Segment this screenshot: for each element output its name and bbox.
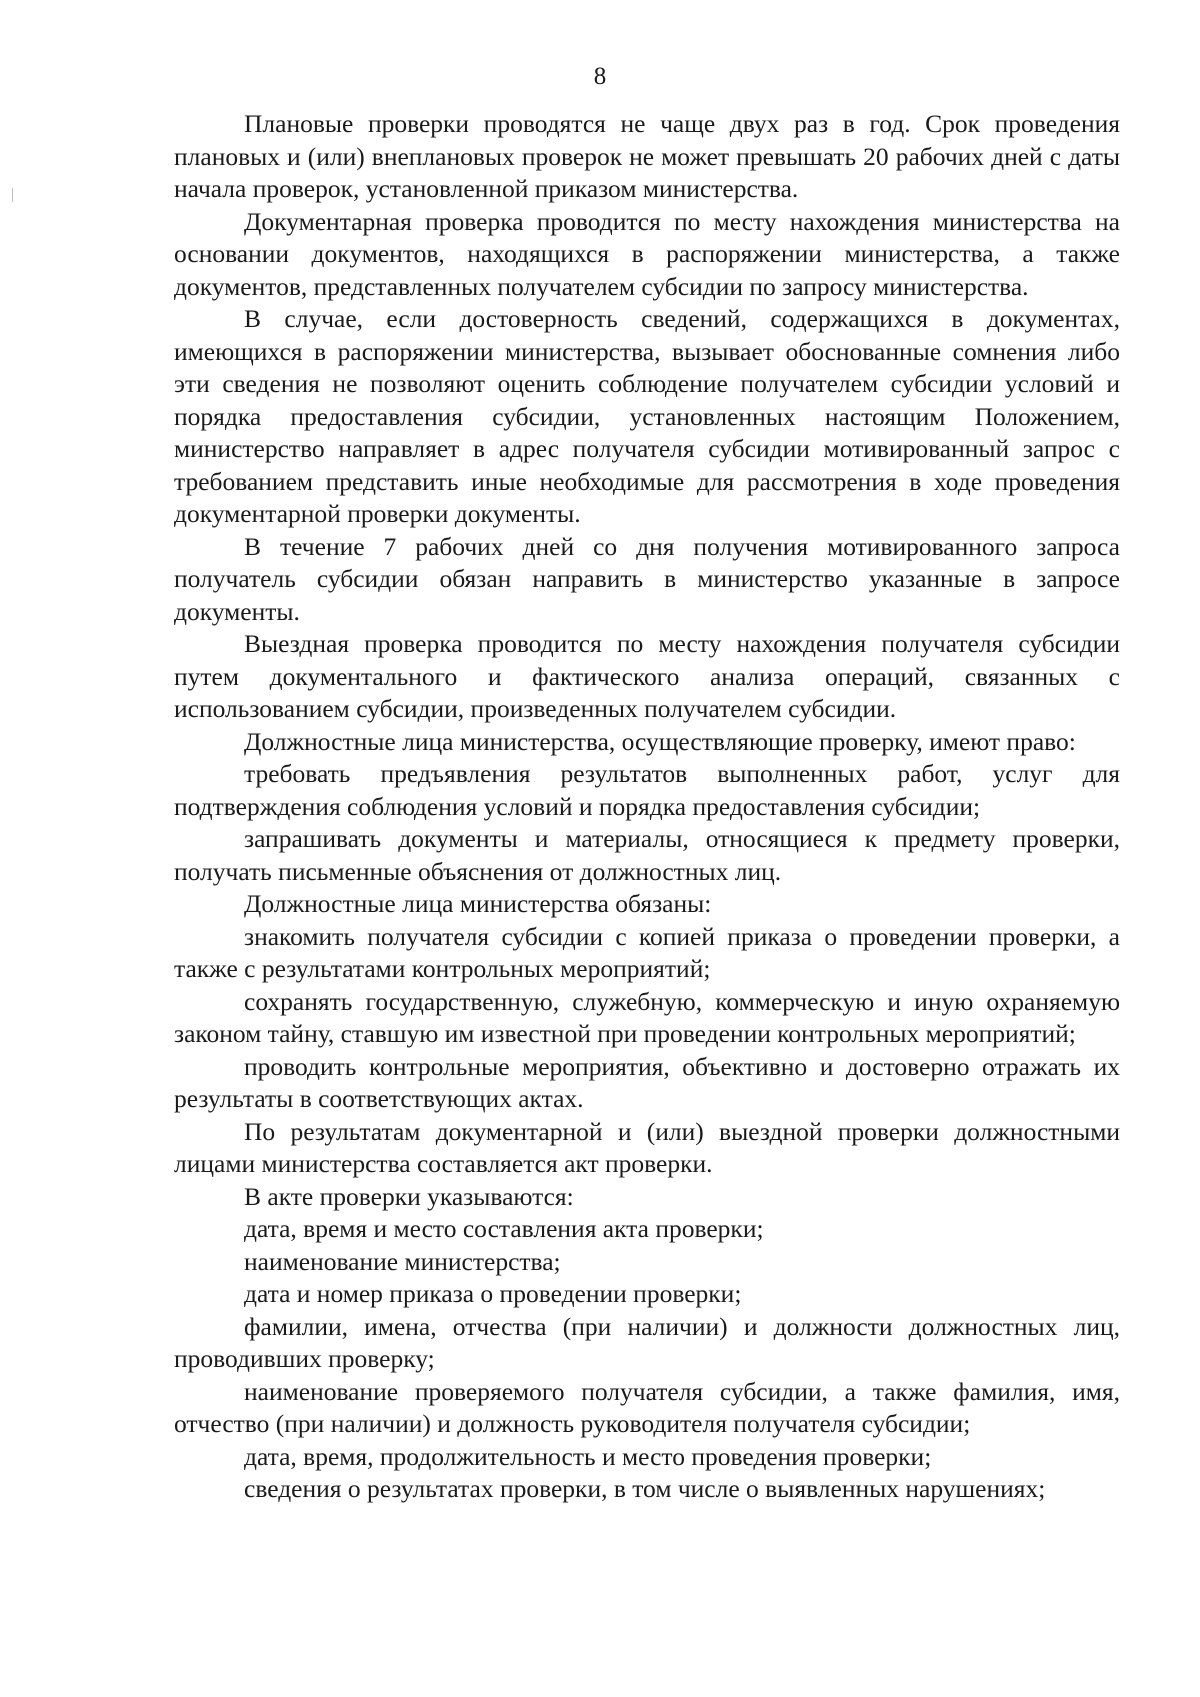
paragraph-act-contents-intro: В акте проверки указываются:: [244, 1181, 574, 1211]
list-item-keep-secrets: сохранять государственную, служебную, коммерческую и иную охраняемую законом тайну, ставшую им известной при проведении контрольных мероприятий;: [174, 986, 1120, 1048]
scan-artifact-mark: [12, 188, 13, 202]
paragraph-officials-rights-intro: Должностные лица министерства, осуществляющие проверку, имеют право:: [244, 726, 1076, 756]
list-item-demand-results: требовать предъявления результатов выполненных работ, услуг для подтверждения соблюдения условий и порядка предоставления субсидии;: [174, 759, 1120, 821]
list-item-conduct-measures: проводить контрольные мероприятия, объективно и достоверно отражать их результаты в соответствующих актах.: [174, 1051, 1120, 1113]
document-body: [174, 108, 1120, 1506]
paragraph-documentary-check: Документарная проверка проводится по месту нахождения министерства на основании документов, находящихся в распоряжении министерства, а также документов, представленных получателем субсидии по запросу министерства.: [174, 206, 1120, 301]
list-item-request-documents: запрашивать документы и материалы, относящиеся к предмету проверки, получать письменные объяснения от должностных лиц.: [174, 824, 1120, 886]
paragraph-onsite-check: Выездная проверка проводится по месту нахождения получателя субсидии путем документального и фактического анализа операций, связанных с использованием субсидии, произведенных получателем субсидии.: [174, 629, 1120, 723]
list-item-check-duration: дата, время, продолжительность и место проведения проверки;: [244, 1441, 932, 1471]
list-item-ministry-name: наименование министерства;: [244, 1246, 561, 1276]
list-item-inspectors: фамилии, имена, отчества (при наличии) и должности должностных лиц, проводивших проверку;: [174, 1311, 1120, 1373]
paragraph-request-deadline: В течение 7 рабочих дней со дня получения мотивированного запроса получатель субсидии обязан направить в министерство указанные в запросе документы.: [174, 531, 1120, 626]
list-item-inform-recipient: знакомить получателя субсидии с копией приказа о проведении проверки, а также с результатами контрольных мероприятий;: [174, 921, 1120, 983]
list-item-recipient-name: наименование проверяемого получателя субсидии, а также фамилия, имя, отчество (при наличии) и должность руководителя получателя субсидии;: [174, 1376, 1120, 1438]
paragraph-officials-duties-intro: Должностные лица министерства обязаны:: [244, 889, 712, 918]
paragraph-inspection-act: По результатам документарной и (или) выездной проверки должностными лицами министерства составляется акт проверки.: [174, 1116, 1120, 1178]
paragraph-planned-checks-frequency: Плановые проверки проводятся не чаще двух раз в год. Срок проведения плановых и (или) внеплановых проверок не может превышать 20 рабочих дней с даты начала проверок, установленной приказом министерства.: [174, 109, 1120, 203]
list-item-check-results: сведения о результатах проверки, в том числе о выявленных нарушениях;: [244, 1474, 1046, 1503]
paragraph-doubtful-information: В случае, если достоверность сведений, содержащихся в документах, имеющихся в распоряжении министерства, вызывает обоснованные сомнения либо эти сведения не позволяют оценить соблюдение получателем субсидии условий и порядка предоставления субсидии, установленных настоящим Положением, министерство направляет в адрес получателя субсидии мотивированный запрос с требованием представить иные необходимые для рассмотрения в ходе проведения документарной проверки документы.: [174, 304, 1120, 528]
list-item-order-number: дата и номер приказа о проведении проверки;: [244, 1279, 742, 1308]
page-number: 8: [593, 63, 607, 90]
list-item-act-date-place: дата, время и место составления акта проверки;: [244, 1214, 764, 1243]
